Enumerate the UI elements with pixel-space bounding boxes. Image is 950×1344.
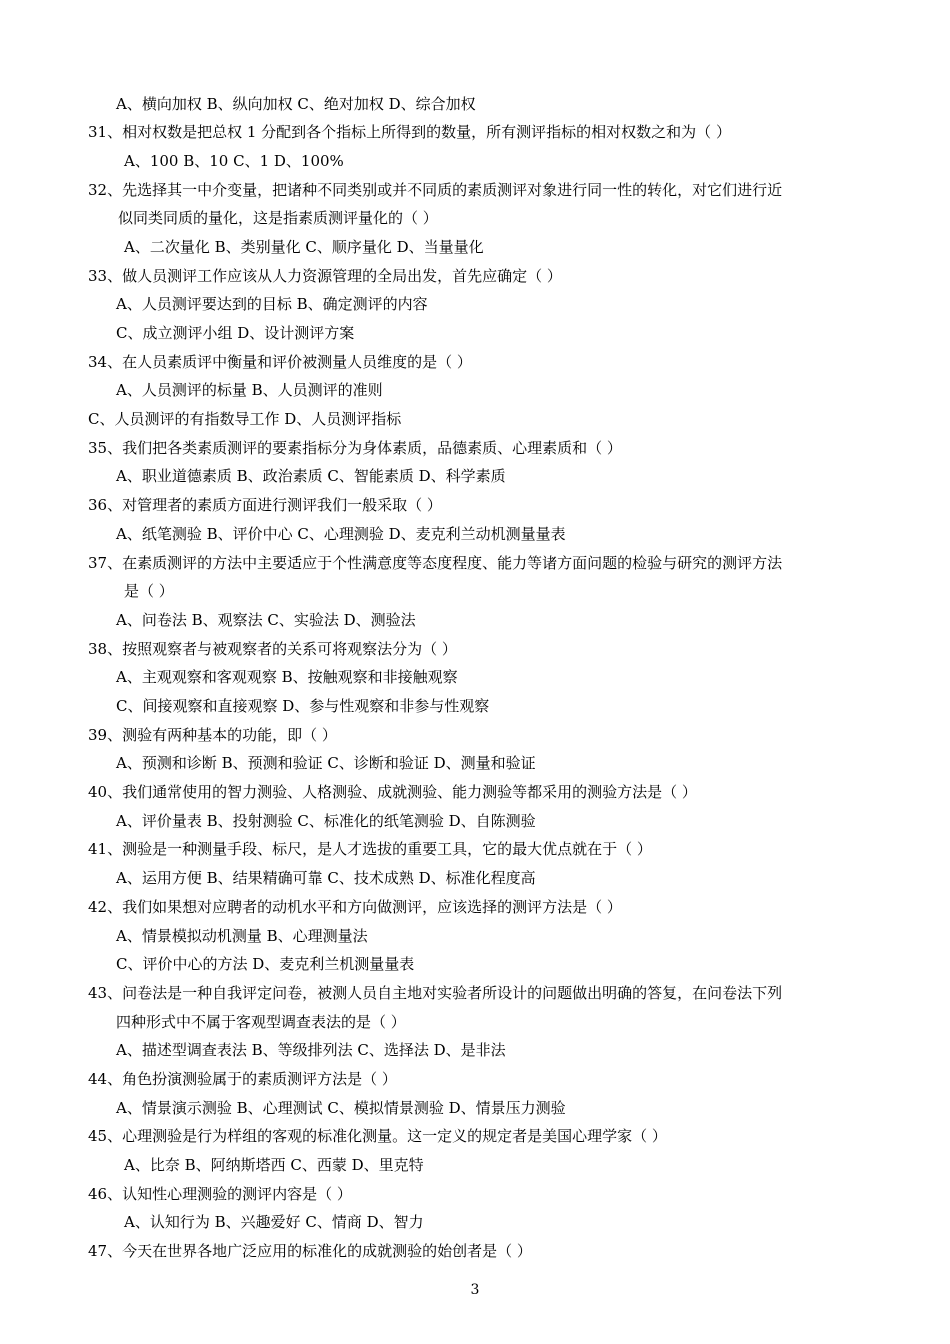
question-31: 31、相对权数是把总权 1 分配到各个指标上所得到的数量，所有测评指标的相对权数之和为（ ）: [88, 123, 731, 141]
question-42: 42、我们如果想对应聘者的动机水平和方向做测评，应该选择的测评方法是（ ）: [88, 898, 622, 916]
option-line-46: A、认知行为 B、兴趣爱好 C、情商 D、智力: [124, 1213, 424, 1231]
question-46: 46、认知性心理测验的测评内容是（ ）: [88, 1185, 352, 1203]
question-37: 37、在素质测评的方法中主要适应于个性满意度等态度程度、能力等诸方面问题的检验与研究的测评方法: [88, 554, 783, 572]
question-43-continued: 四种形式中不属于客观型调查表法的是（ ）: [116, 1013, 406, 1031]
question-35: 35、我们把各类素质测评的要素指标分为身体素质，品德素质、心理素质和（ ）: [88, 439, 622, 457]
option-line-31: A、100 B、10 C、1 D、100%: [124, 152, 344, 170]
question-44: 44、角色扮演测验属于的素质测评方法是（ ）: [88, 1070, 397, 1088]
question-45: 45、心理测验是行为样组的客观的标准化测量。这一定义的规定者是美国心理学家（ ）: [88, 1127, 667, 1145]
question-47: 47、今天在世界各地广泛应用的标准化的成就测验的始创者是（ ）: [88, 1242, 532, 1260]
option-line-43: A、描述型调查表法 B、等级排列法 C、选择法 D、是非法: [116, 1041, 506, 1059]
option-line-44: A、情景演示测验 B、心理测试 C、模拟情景测验 D、情景压力测验: [116, 1099, 566, 1117]
option-line-41: A、运用方便 B、结果精确可靠 C、技术成熟 D、标准化程度高: [116, 869, 536, 887]
question-37-continued: 是（ ）: [124, 582, 174, 600]
question-32: 32、先选择其一中介变量，把诸种不同类别或并不同质的素质测评对象进行同一性的转化，对它们进行近: [88, 181, 783, 199]
question-38: 38、按照观察者与被观察者的关系可将观察法分为（ ）: [88, 640, 457, 658]
option-line-33-b: C、成立测评小组 D、设计测评方案: [116, 324, 355, 342]
option-line-39: A、预测和诊断 B、预测和验证 C、诊断和验证 D、测量和验证: [116, 754, 536, 772]
option-line-42-a: A、情景模拟动机测量 B、心理测量法: [116, 927, 368, 945]
option-line-33-a: A、人员测评要达到的目标 B、确定测评的内容: [116, 295, 428, 313]
option-line-36: A、纸笔测验 B、评价中心 C、心理测验 D、麦克利兰动机测量量表: [116, 525, 566, 543]
question-40: 40、我们通常使用的智力测验、人格测验、成就测验、能力测验等都采用的测验方法是（ ）: [88, 783, 697, 801]
option-line-38-a: A、主观观察和客观观察 B、按触观察和非接触观察: [116, 668, 458, 686]
question-34: 34、在人员素质评中衡量和评价被测量人员维度的是（ ）: [88, 353, 472, 371]
page-number: 3: [470, 1282, 480, 1298]
option-line-34-b: C、人员测评的有指数导工作 D、人员测评指标: [88, 410, 402, 428]
option-line-40: A、评价量表 B、投射测验 C、标准化的纸笔测验 D、自陈测验: [116, 812, 536, 830]
option-line-35: A、职业道德素质 B、政治素质 C、智能素质 D、科学素质: [116, 467, 506, 485]
question-41: 41、测验是一种测量手段、标尺，是人才选拔的重要工具，它的最大优点就在于（ ）: [88, 840, 652, 858]
option-line-30: A、横向加权 B、纵向加权 C、绝对加权 D、综合加权: [116, 95, 476, 113]
question-43: 43、问卷法是一种自我评定问卷，被测人员自主地对实验者所设计的问题做出明确的答复，在问卷法下列: [88, 984, 783, 1002]
option-line-37: A、问卷法 B、观察法 C、实验法 D、测验法: [116, 611, 416, 629]
option-line-38-b: C、间接观察和直接观察 D、参与性观察和非参与性观察: [116, 697, 490, 715]
question-36: 36、对管理者的素质方面进行测评我们一般采取（ ）: [88, 496, 442, 514]
question-39: 39、测验有两种基本的功能，即（ ）: [88, 726, 337, 744]
question-32-continued: 似同类同质的量化，这是指素质测评量化的（ ）: [118, 209, 438, 227]
option-line-34-a: A、人员测评的标量 B、人员测评的准则: [116, 381, 383, 399]
question-33: 33、做人员测评工作应该从人力资源管理的全局出发，首先应确定（ ）: [88, 267, 562, 285]
option-line-32: A、二次量化 B、类别量化 C、顺序量化 D、当量量化: [124, 238, 484, 256]
option-line-45: A、比奈 B、阿纳斯塔西 C、西蒙 D、里克特: [124, 1156, 424, 1174]
option-line-42-b: C、评价中心的方法 D、麦克利兰机测量量表: [116, 955, 415, 973]
